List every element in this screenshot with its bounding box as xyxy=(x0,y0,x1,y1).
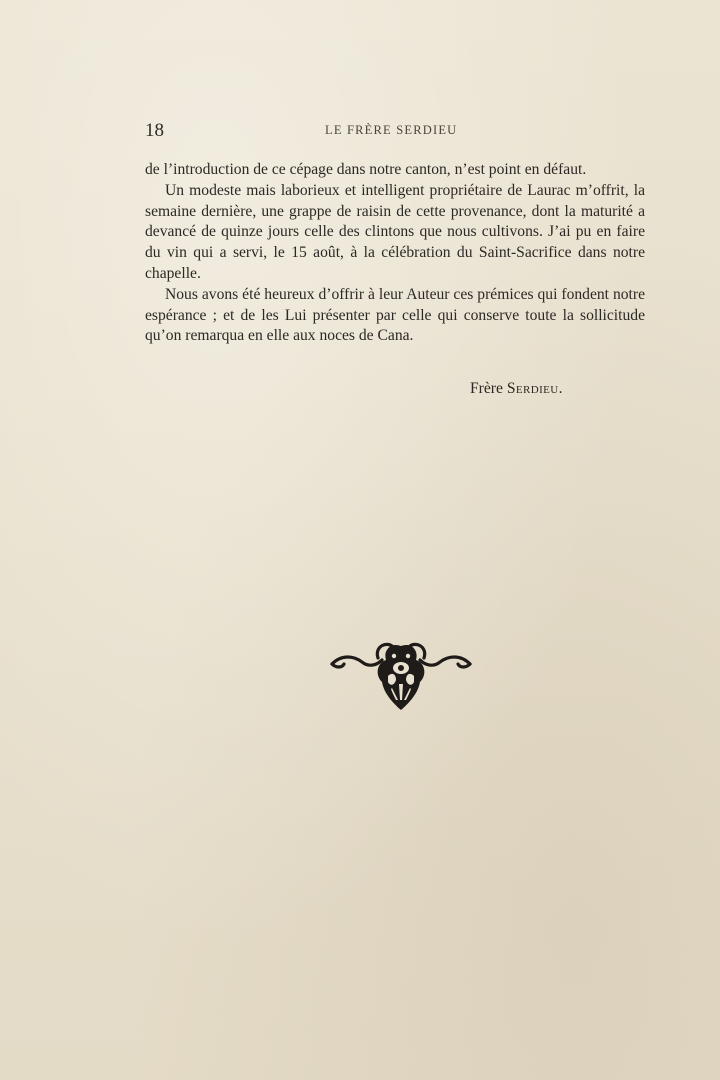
running-head xyxy=(145,120,645,142)
signature-name: Serdieu. xyxy=(506,380,563,397)
body-text xyxy=(145,160,645,347)
page-number: 18 xyxy=(145,120,164,141)
paragraph-3: Nous avons été heureux d’offrir à leur Auteur ces prémices qui fondent notre espérance ; et de les Lui présenter par celle qui conserve toute la sollicitude qu’on remarqua en elle aux noces de Cana. xyxy=(145,285,645,345)
signature xyxy=(470,380,563,398)
running-title: LE FRÈRE SERDIEU xyxy=(325,123,458,137)
signature-prefix: Frère xyxy=(470,380,503,397)
floral-tailpiece-icon xyxy=(328,632,474,714)
paragraph-2: Un modeste mais laborieux et intelligent propriétaire de Laurac m’offrit, la semaine dernière, une grappe de raisin de cette provenance, dont la maturité a devancé de quinze jours celle des clintons que nous cultivons. J’ai pu en faire du vin qui a servi, le 15 août, à la célébration du Saint-Sacrifice dans notre chapelle. xyxy=(145,181,645,282)
paragraph-1: de l’introduction de ce cépage dans notre canton, n’est point en défaut. xyxy=(145,161,587,178)
